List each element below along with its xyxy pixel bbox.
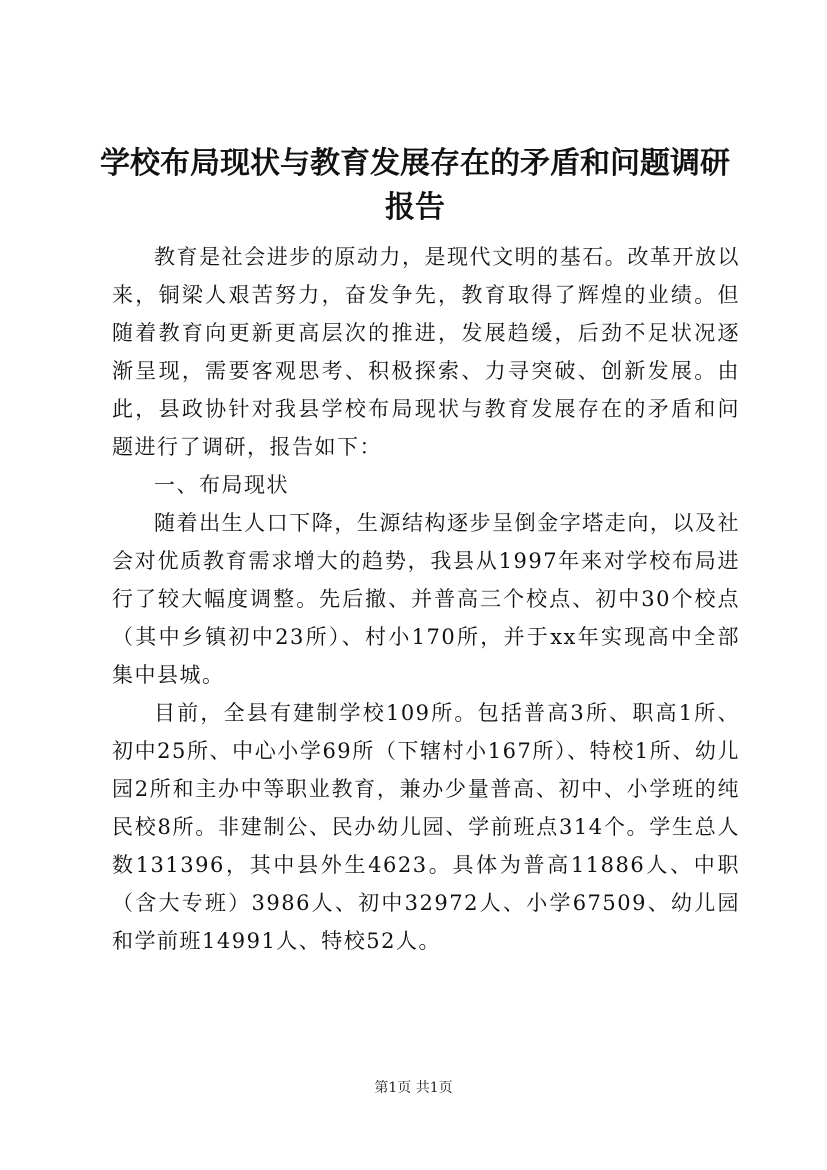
page-footer: 第1页 共1页 (374, 1080, 453, 1096)
paragraph-intro: 教育是社会进步的原动力，是现代文明的基石。改革开放以来，铜梁人艰苦努力，奋发争先，教育取得了辉煌的业绩。但随着教育向更新更高层次的推进，发展趋缓，后劲不足状况逐渐呈现，需要客观思考、积极探索、力寻突破、创新发展。由此，县政协针对我县学校布局现状与教育发展存在的矛盾和问题进行了调研，报告如下： (112, 245, 740, 459)
document-title: 学校布局现状与教育发展存在的矛盾和问题调研报告 (100, 146, 730, 225)
paragraph-current-status: 目前，全县有建制学校109所。包括普高3所、职高1所、初中25所、中心小学69所（下辖村小167所）、特校1所、幼儿园2所和主办中等职业教育，兼办少量普高、初中、小学班的纯民校8所。非建制公、民办幼儿园、学前班点314个。学生总人数131396，其中县外生4623。具体为普高11886人、中职（含大专班）3986人、初中32972人、小学67509、幼儿园和学前班14991人、特校52人。 (112, 701, 740, 953)
paragraph-layout-adjustment: 随着出生人口下降，生源结构逐步呈倒金字塔走向，以及社会对优质教育需求增大的趋势，我县从1997年来对学校布局进行了较大幅度调整。先后撤、并普高三个校点、初中30个校点（其中乡镇初中23所）、村小170所，并于xx年实现高中全部集中县城。 (112, 511, 740, 687)
document-body (112, 238, 740, 960)
section-heading: 一、布局现状 (154, 473, 289, 497)
